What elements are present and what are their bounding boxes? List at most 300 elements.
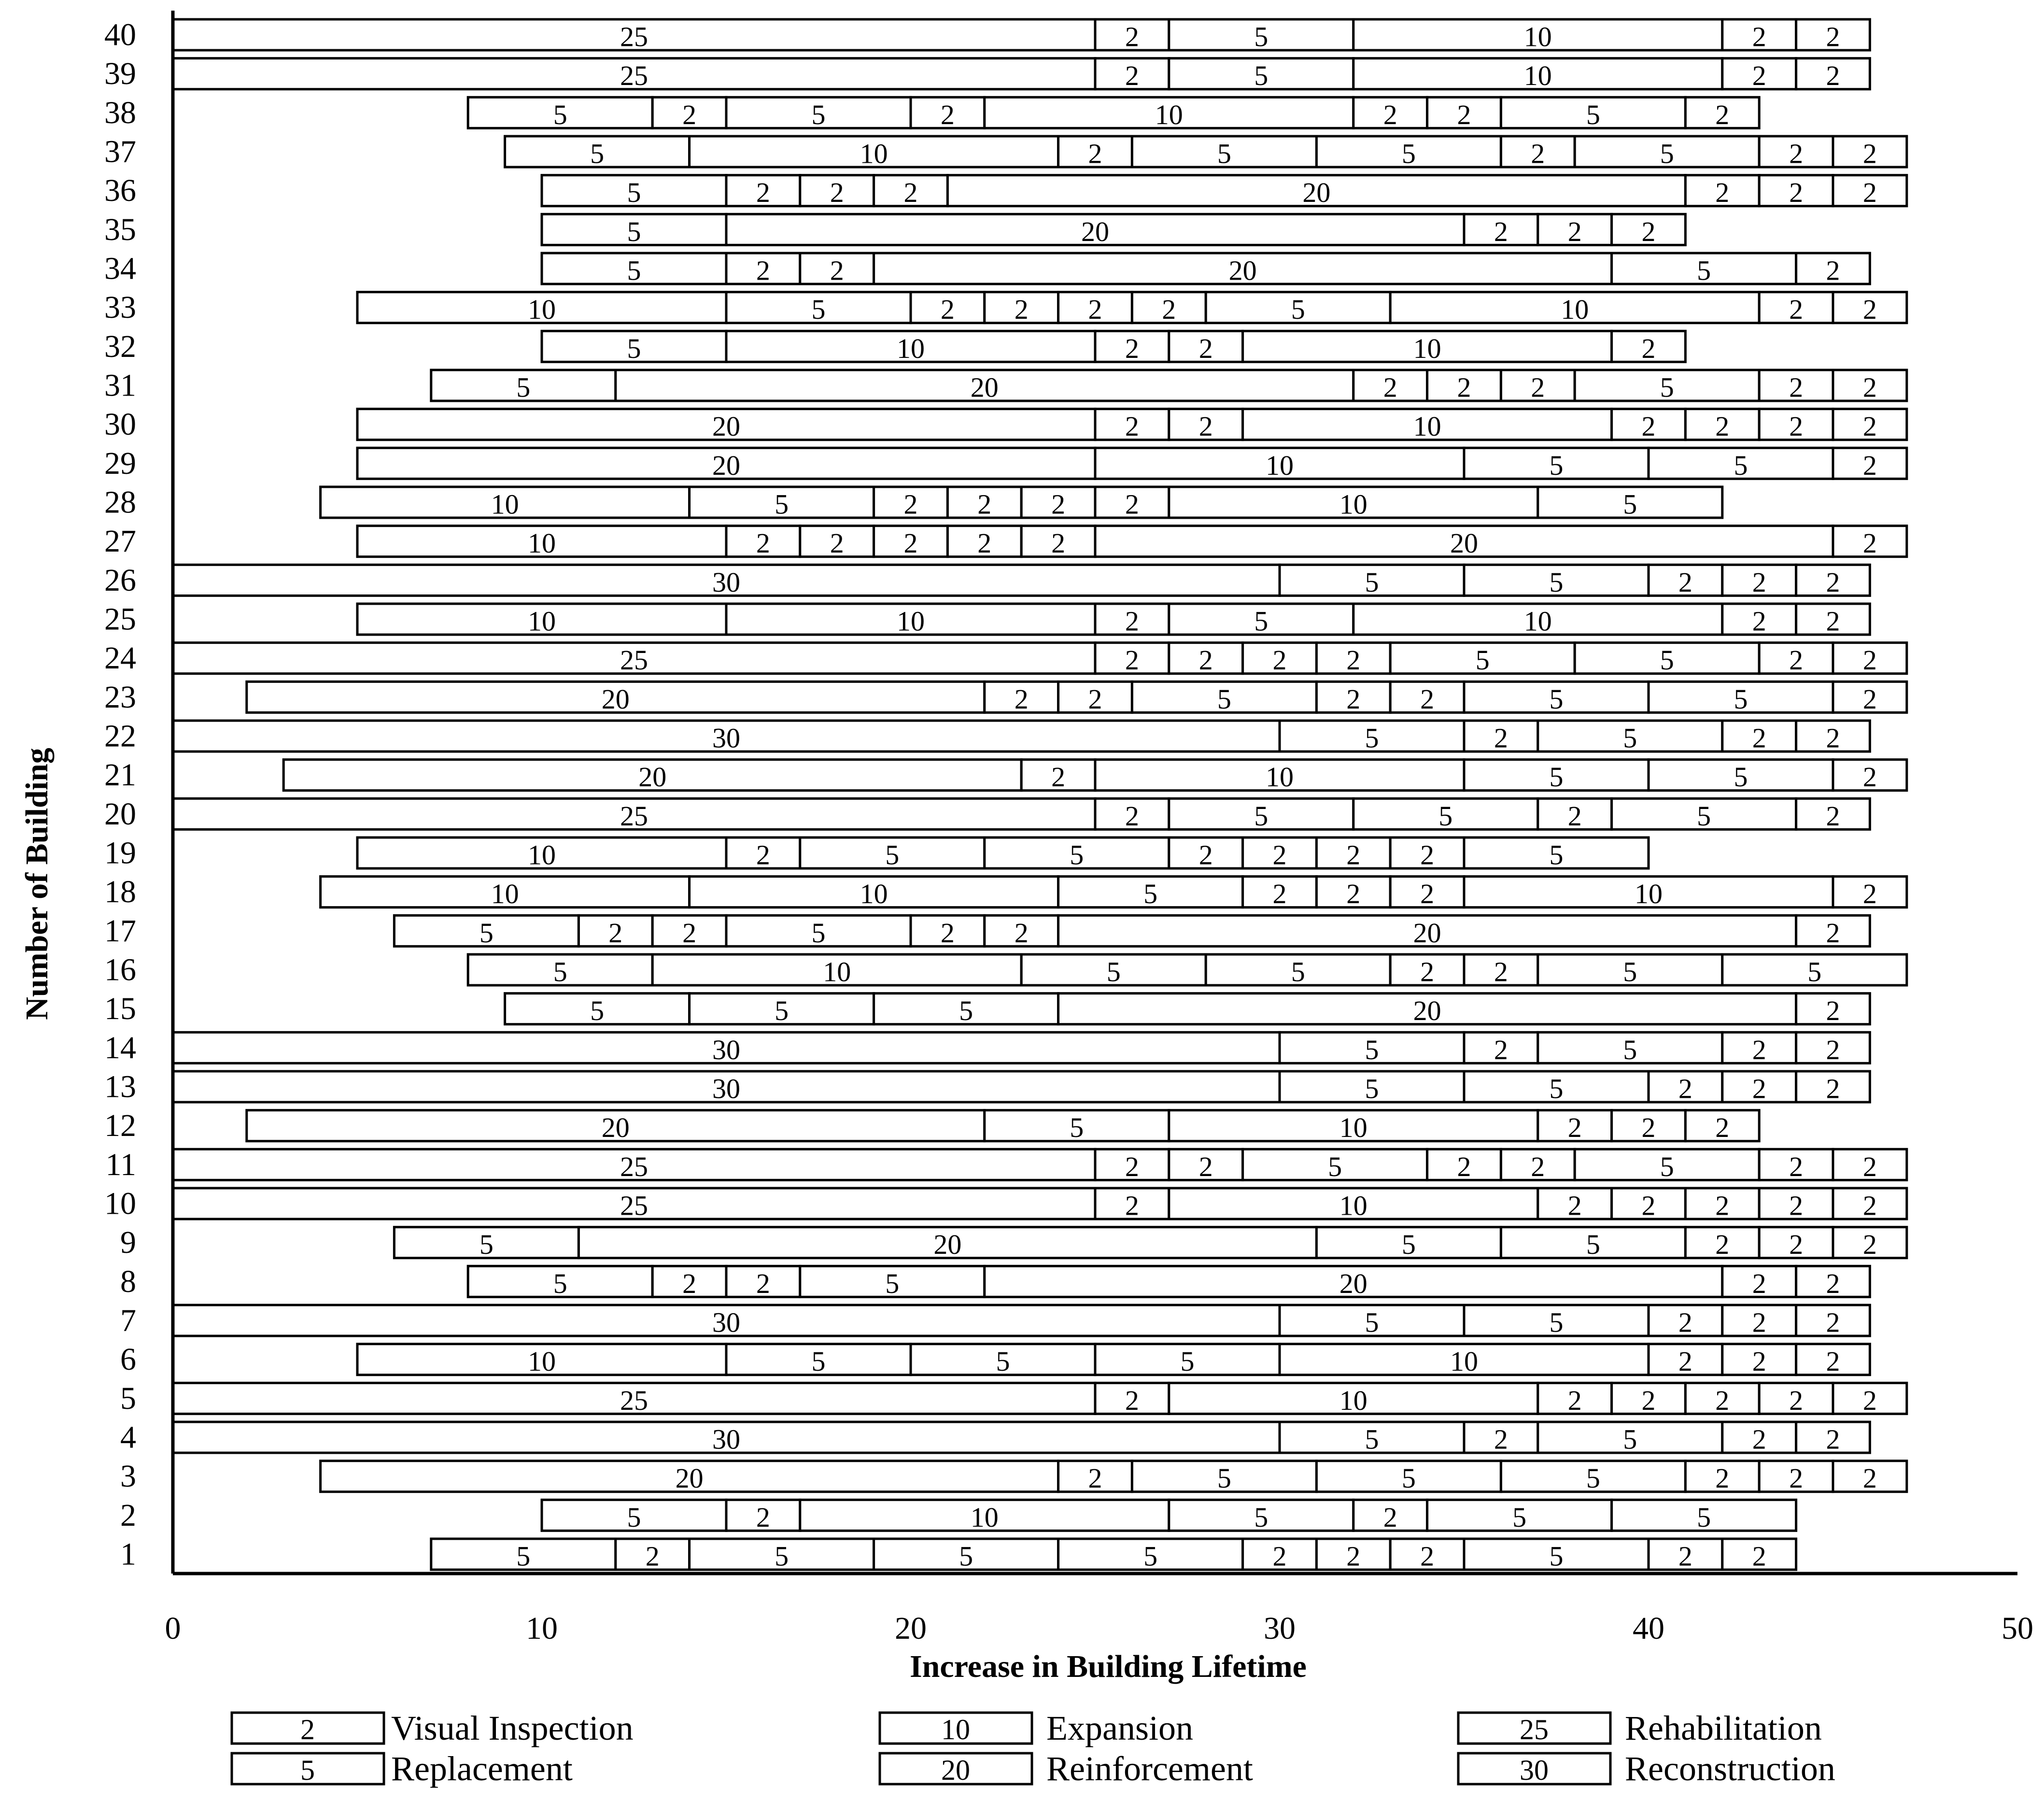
bar-segment-label: 10: [1339, 1190, 1367, 1221]
bar-segment-label: 10: [1413, 411, 1441, 442]
y-tick-label: 15: [104, 991, 136, 1027]
bar-segment-label: 20: [1413, 917, 1441, 949]
legend-item: [880, 1749, 1253, 1788]
bar-segment-label: 2: [1641, 411, 1656, 442]
bar-segment-label: 2: [1531, 1150, 1545, 1182]
bar-segment-label: 2: [1383, 1501, 1397, 1533]
bar-segment-label: 5: [885, 1267, 900, 1299]
building-row-31: [431, 370, 1907, 403]
bar-segment-label: 2: [1272, 878, 1287, 910]
bar-segment-label: 2: [1862, 177, 1877, 209]
bar-segment-label: 10: [528, 1346, 556, 1377]
bar-segment-label: 2: [1125, 1384, 1139, 1416]
bar-segment-label: 5: [1401, 138, 1416, 170]
bar-segment-label: 5: [1254, 605, 1269, 637]
bar-segment-label: 2: [1567, 800, 1582, 832]
bar-segment-label: 2: [940, 294, 955, 326]
bar-segment-label: 30: [712, 566, 740, 598]
bar-segment-label: 2: [1014, 683, 1029, 715]
bar-segment-label: 2: [756, 1501, 770, 1533]
y-tick-label: 22: [104, 718, 136, 754]
building-row-32: [542, 331, 1685, 364]
legend-code: 20: [941, 1754, 970, 1786]
y-tick-label: 24: [104, 640, 136, 676]
x-tick-label: 0: [165, 1611, 181, 1646]
bar-segment-label: 5: [775, 488, 789, 520]
bar-segment-label: 2: [1088, 683, 1102, 715]
bar-segment-label: 2: [1752, 1034, 1766, 1065]
bar-segment-label: 2: [1826, 917, 1840, 949]
x-tick-label: 20: [895, 1611, 927, 1646]
bar-segment-label: 10: [528, 839, 556, 871]
bar-segment-label: 2: [1862, 294, 1877, 326]
bar-segment-label: 5: [1254, 21, 1269, 53]
y-tick-label: 9: [120, 1225, 136, 1261]
bar-segment-label: 30: [712, 722, 740, 754]
bar-segment-label: 2: [1641, 332, 1656, 364]
bar-segment-label: 2: [1715, 411, 1730, 442]
bar-segment-label: 2: [1125, 605, 1139, 637]
bar-segment-label: 2: [1715, 177, 1730, 209]
y-tick-label: 11: [105, 1147, 136, 1182]
bar-segment-label: 2: [1051, 761, 1066, 793]
bar-segment-label: 2: [1383, 99, 1397, 130]
y-tick-label: 23: [104, 679, 136, 715]
y-tick-label: 16: [104, 952, 136, 988]
bar-segment-label: 5: [1217, 138, 1231, 170]
bar-segment-label: 2: [1789, 1384, 1804, 1416]
bar-segment-label: 2: [1125, 800, 1139, 832]
legend-item: [232, 1749, 573, 1788]
bar-segment-label: 20: [1339, 1267, 1367, 1299]
building-row-39: [173, 58, 1870, 92]
bar-segment-label: 5: [1106, 956, 1121, 988]
building-row-22: [173, 721, 1870, 754]
bar-segment-label: 2: [1383, 371, 1397, 403]
bar-segment-label: 2: [1088, 294, 1102, 326]
y-tick-label: 1: [120, 1536, 136, 1572]
bar-segment-label: 5: [1401, 1229, 1416, 1261]
building-row-34: [542, 253, 1870, 286]
bar-segment-label: 5: [590, 995, 605, 1027]
bar-segment-label: 20: [638, 761, 667, 793]
bar-segment-label: 2: [645, 1540, 660, 1572]
bar-segment-label: 2: [977, 488, 992, 520]
building-row-21: [283, 760, 1907, 793]
bar-segment-label: 5: [1365, 1073, 1379, 1105]
bar-segment-label: 5: [811, 1346, 826, 1377]
bar-segment-label: 5: [1549, 1540, 1564, 1572]
bar-segment-label: 2: [1715, 1462, 1730, 1494]
bar-segment-label: 5: [1660, 644, 1674, 676]
bar-segment-label: 2: [1641, 215, 1656, 247]
bar-segment-label: 2: [1789, 1462, 1804, 1494]
bar-segment-label: 5: [1070, 1112, 1084, 1144]
bar-segment-label: 5: [1734, 449, 1748, 481]
bar-segment-label: 5: [1697, 800, 1711, 832]
bar-segment-label: 5: [1365, 1423, 1379, 1455]
bar-segment-label: 5: [590, 138, 605, 170]
bar-segment-label: 2: [756, 527, 770, 559]
y-tick-label: 38: [104, 95, 136, 130]
bar-segment-label: 5: [1623, 488, 1637, 520]
y-tick-label: 28: [104, 484, 136, 520]
bar-segment-label: 2: [1494, 956, 1508, 988]
bar-segment-label: 2: [1346, 1540, 1361, 1572]
bar-segment-label: 2: [1752, 21, 1766, 53]
bar-segment-label: 2: [1862, 683, 1877, 715]
bar-segment-label: 5: [1549, 566, 1564, 598]
bar-segment-label: 2: [1862, 138, 1877, 170]
bar-segment-label: 10: [491, 878, 519, 910]
bar-segment-label: 2: [1420, 1540, 1435, 1572]
bar-segment-label: 2: [1715, 1112, 1730, 1144]
bar-segment-label: 5: [1660, 371, 1674, 403]
bar-segment-label: 20: [933, 1229, 962, 1261]
bar-segment-label: 20: [601, 1112, 630, 1144]
building-row-23: [247, 681, 1907, 715]
bar-segment-label: 2: [1457, 1150, 1471, 1182]
bar-segment-label: 5: [627, 1501, 641, 1533]
bar-segment-label: 2: [1051, 488, 1066, 520]
bar-segment-label: 20: [1413, 995, 1441, 1027]
bar-segment-label: 5: [1549, 1306, 1564, 1338]
bar-segment-label: 5: [1254, 1501, 1269, 1533]
building-row-2: [542, 1500, 1796, 1533]
bar-segment-label: 5: [1549, 683, 1564, 715]
bar-segment-label: 5: [1328, 1150, 1342, 1182]
bar-segment-label: 2: [1125, 411, 1139, 442]
legend-label: Replacement: [391, 1749, 573, 1788]
bar-segment-label: 2: [1826, 722, 1840, 754]
building-row-40: [173, 19, 1870, 53]
bar-segment-label: 5: [775, 1540, 789, 1572]
bar-segment-label: 5: [479, 917, 493, 949]
building-row-29: [357, 448, 1907, 481]
bar-segment-label: 5: [1070, 839, 1084, 871]
bar-segment-label: 5: [1660, 138, 1674, 170]
bar-segment-label: 2: [1789, 1229, 1804, 1261]
bar-segment-label: 30: [712, 1306, 740, 1338]
bar-segment-label: 2: [1346, 683, 1361, 715]
bar-segment-label: 10: [1155, 99, 1183, 130]
bar-segment-label: 2: [1826, 1346, 1840, 1377]
bar-segment-label: 2: [1567, 1384, 1582, 1416]
bar-segment-label: 2: [1198, 332, 1213, 364]
bar-segment-label: 5: [553, 1267, 567, 1299]
bar-segment-label: 5: [553, 99, 567, 130]
bar-segment-label: 25: [620, 644, 648, 676]
bar-segment-label: 20: [601, 683, 630, 715]
bar-segment-label: 2: [1789, 294, 1804, 326]
bar-segment-label: 2: [1494, 1423, 1508, 1455]
bar-segment-label: 10: [860, 878, 888, 910]
bar-segment-label: 2: [1125, 21, 1139, 53]
bar-segment-label: 5: [1143, 878, 1158, 910]
bar-segment-label: 2: [1862, 1190, 1877, 1221]
y-tick-label: 30: [104, 407, 136, 442]
building-row-30: [357, 409, 1907, 442]
bar-segment-label: 2: [1752, 566, 1766, 598]
building-row-27: [357, 526, 1907, 559]
building-row-11: [173, 1149, 1907, 1182]
bar-segment-label: 20: [1302, 177, 1331, 209]
bar-segment-label: 5: [1549, 1073, 1564, 1105]
bar-segment-label: 2: [756, 177, 770, 209]
bars-layer: [173, 19, 1907, 1572]
bar-segment-label: 2: [940, 917, 955, 949]
y-tick-label: 31: [104, 368, 136, 403]
y-tick-label: 19: [104, 835, 136, 871]
bar-segment-label: 2: [1457, 99, 1471, 130]
bar-segment-label: 5: [1697, 255, 1711, 286]
bar-segment-label: 5: [775, 995, 789, 1027]
bar-segment-label: 5: [1475, 644, 1490, 676]
y-tick-label: 36: [104, 173, 136, 209]
building-row-7: [173, 1305, 1870, 1338]
bar-segment-label: 10: [1339, 1384, 1367, 1416]
legend-label: Reconstruction: [1625, 1749, 1835, 1788]
bar-segment-label: 2: [1752, 60, 1766, 92]
y-tick-label: 8: [120, 1263, 136, 1299]
bar-segment-label: 5: [553, 956, 567, 988]
bar-segment-label: 2: [1272, 644, 1287, 676]
bar-segment-label: 5: [1734, 761, 1748, 793]
bar-segment-label: 2: [1789, 1150, 1804, 1182]
bar-segment-label: 2: [1826, 1267, 1840, 1299]
bar-segment-label: 2: [1789, 644, 1804, 676]
bar-segment-label: 2: [1862, 1150, 1877, 1182]
bar-segment-label: 10: [1523, 21, 1552, 53]
bar-segment-label: 2: [1641, 1112, 1656, 1144]
bar-segment-label: 2: [1420, 683, 1435, 715]
bar-segment-label: 2: [977, 527, 992, 559]
y-tick-label: 18: [104, 874, 136, 910]
bar-segment-label: 2: [1678, 1073, 1692, 1105]
bar-segment-label: 2: [1567, 1190, 1582, 1221]
legend-code: 10: [941, 1714, 970, 1745]
building-row-5: [173, 1383, 1907, 1416]
bar-segment-label: 2: [1678, 1540, 1692, 1572]
building-row-25: [357, 604, 1870, 637]
bar-segment-label: 5: [1623, 956, 1637, 988]
x-tick-label: 50: [2002, 1611, 2033, 1646]
bar-segment-label: 5: [1512, 1501, 1527, 1533]
legend-label: Expansion: [1046, 1709, 1193, 1747]
y-tick-label: 5: [120, 1380, 136, 1416]
bar-segment-label: 20: [712, 411, 740, 442]
bar-segment-label: 2: [1715, 1190, 1730, 1221]
bar-segment-label: 30: [712, 1034, 740, 1065]
bar-segment-label: 30: [712, 1423, 740, 1455]
bar-segment-label: 5: [1549, 761, 1564, 793]
bar-segment-label: 2: [1125, 1190, 1139, 1221]
building-row-15: [505, 993, 1870, 1027]
bar-segment-label: 2: [1346, 839, 1361, 871]
bar-segment-label: 20: [675, 1462, 704, 1494]
building-row-8: [468, 1266, 1870, 1299]
bar-segment-label: 5: [1697, 1501, 1711, 1533]
x-tick-label: 30: [1264, 1611, 1296, 1646]
bar-segment-label: 2: [1826, 1423, 1840, 1455]
building-row-26: [173, 565, 1870, 598]
y-tick-label: 25: [104, 601, 136, 637]
bar-segment-label: 2: [1014, 917, 1029, 949]
y-tick-label: 40: [104, 17, 136, 53]
bar-segment-label: 2: [1826, 60, 1840, 92]
bar-segment-label: 2: [1567, 1112, 1582, 1144]
bar-segment-label: 2: [1789, 1190, 1804, 1221]
legend-label: Reinforcement: [1046, 1749, 1253, 1788]
bar-segment-label: 2: [682, 917, 697, 949]
bar-segment-label: 2: [1346, 644, 1361, 676]
bar-segment-label: 5: [1143, 1540, 1158, 1572]
bar-segment-label: 2: [1752, 1306, 1766, 1338]
bar-segment-label: 2: [1789, 371, 1804, 403]
building-row-17: [394, 915, 1870, 949]
y-tick-label: 20: [104, 796, 136, 832]
bar-segment-label: 5: [1623, 1423, 1637, 1455]
y-tick-labels: [104, 17, 136, 1572]
bar-segment-label: 10: [823, 956, 851, 988]
bar-segment-label: 2: [1862, 644, 1877, 676]
bar-segment-label: 10: [1523, 605, 1552, 637]
bar-segment-label: 10: [1635, 878, 1663, 910]
y-tick-label: 4: [120, 1419, 136, 1455]
bar-segment-label: 10: [1266, 761, 1294, 793]
bar-segment-label: 20: [1450, 527, 1478, 559]
bar-segment-label: 2: [1826, 566, 1840, 598]
y-tick-label: 34: [104, 251, 136, 286]
bar-segment-label: 5: [627, 255, 641, 286]
bar-segment-label: 2: [1752, 722, 1766, 754]
bar-segment-label: 2: [1752, 1423, 1766, 1455]
bar-segment-label: 5: [1401, 1462, 1416, 1494]
bar-segment-label: 2: [1862, 761, 1877, 793]
bar-segment-label: 2: [1862, 411, 1877, 442]
bar-segment-label: 5: [811, 99, 826, 130]
bar-segment-label: 20: [712, 449, 740, 481]
bar-segment-label: 2: [1715, 1229, 1730, 1261]
bar-segment-label: 2: [903, 488, 918, 520]
bar-segment-label: 10: [1450, 1346, 1478, 1377]
building-row-6: [357, 1344, 1870, 1377]
bar-segment-label: 2: [1051, 527, 1066, 559]
bar-segment-label: 2: [1752, 1346, 1766, 1377]
bar-segment-label: 5: [1291, 956, 1305, 988]
y-tick-label: 6: [120, 1342, 136, 1377]
bar-segment-label: 5: [1623, 1034, 1637, 1065]
legend-item: [1458, 1709, 1822, 1747]
bar-segment-label: 25: [620, 21, 648, 53]
bar-segment-label: 5: [1365, 722, 1379, 754]
y-tick-label: 35: [104, 212, 136, 247]
bar-segment-label: 20: [1228, 255, 1257, 286]
bar-segment-label: 10: [1339, 488, 1367, 520]
y-tick-label: 10: [104, 1186, 136, 1221]
bar-segment-label: 2: [1789, 177, 1804, 209]
legend-code: 2: [300, 1714, 315, 1745]
y-tick-label: 13: [104, 1069, 136, 1105]
bar-segment-label: 30: [712, 1073, 740, 1105]
building-row-36: [542, 175, 1907, 209]
bar-segment-label: 10: [970, 1501, 999, 1533]
bar-segment-label: 2: [1641, 1190, 1656, 1221]
bar-segment-label: 2: [1494, 1034, 1508, 1065]
bar-segment-label: 5: [811, 294, 826, 326]
bar-segment-label: 2: [830, 255, 844, 286]
bar-segment-label: 20: [1081, 215, 1109, 247]
bar-segment-label: 2: [1198, 411, 1213, 442]
bar-segment-label: 10: [528, 605, 556, 637]
y-tick-label: 26: [104, 562, 136, 598]
bar-segment-label: 2: [756, 255, 770, 286]
bar-segment-label: 5: [1660, 1150, 1674, 1182]
bar-segment-label: 5: [627, 177, 641, 209]
building-row-33: [357, 292, 1907, 326]
bar-segment-label: 2: [1420, 878, 1435, 910]
bar-segment-label: 2: [1457, 371, 1471, 403]
bar-segment-label: 5: [1180, 1346, 1195, 1377]
bar-segment-label: 2: [1678, 566, 1692, 598]
bar-segment-label: 2: [1125, 332, 1139, 364]
bar-segment-label: 2: [1567, 215, 1582, 247]
bar-segment-label: 2: [1088, 138, 1102, 170]
x-tick-label: 10: [526, 1611, 558, 1646]
bar-segment-label: 5: [959, 995, 973, 1027]
bar-segment-label: 10: [1523, 60, 1552, 92]
legend-label: Rehabilitation: [1625, 1709, 1822, 1747]
bar-segment-label: 2: [1198, 644, 1213, 676]
bar-segment-label: 2: [608, 917, 623, 949]
legend-label: Visual Inspection: [391, 1709, 634, 1747]
building-row-19: [357, 837, 1649, 871]
bar-segment-label: 2: [1789, 411, 1804, 442]
bar-segment-label: 20: [970, 371, 999, 403]
bar-segment-label: 2: [1678, 1346, 1692, 1377]
legend-code: 5: [300, 1754, 315, 1786]
bar-segment-label: 2: [756, 1267, 770, 1299]
building-row-24: [173, 643, 1907, 676]
bar-segment-label: 5: [516, 1540, 531, 1572]
bar-segment-label: 2: [903, 527, 918, 559]
bar-segment-label: 2: [1531, 138, 1545, 170]
bar-segment-label: 5: [1549, 839, 1564, 871]
bar-segment-label: 2: [1826, 255, 1840, 286]
building-row-3: [321, 1461, 1907, 1494]
bar-segment-label: 2: [1862, 1462, 1877, 1494]
bar-segment-label: 25: [620, 800, 648, 832]
bar-segment-label: 10: [1339, 1112, 1367, 1144]
bar-segment-label: 10: [528, 294, 556, 326]
legend-code: 30: [1520, 1754, 1549, 1786]
bar-segment-label: 10: [528, 527, 556, 559]
bar-segment-label: 2: [1789, 138, 1804, 170]
bar-segment-label: 10: [897, 332, 925, 364]
building-row-28: [321, 487, 1722, 520]
bar-segment-label: 2: [1752, 1540, 1766, 1572]
bar-segment-label: 5: [1365, 566, 1379, 598]
legend-code: 25: [1520, 1714, 1549, 1745]
bar-segment-label: 2: [1826, 1073, 1840, 1105]
bar-segment-label: 2: [1862, 1229, 1877, 1261]
bar-segment-label: 2: [1494, 215, 1508, 247]
y-tick-label: 37: [104, 134, 136, 170]
bar-segment-label: 2: [903, 177, 918, 209]
building-row-1: [431, 1539, 1796, 1572]
y-tick-label: 14: [104, 1030, 136, 1065]
building-row-38: [468, 97, 1759, 130]
